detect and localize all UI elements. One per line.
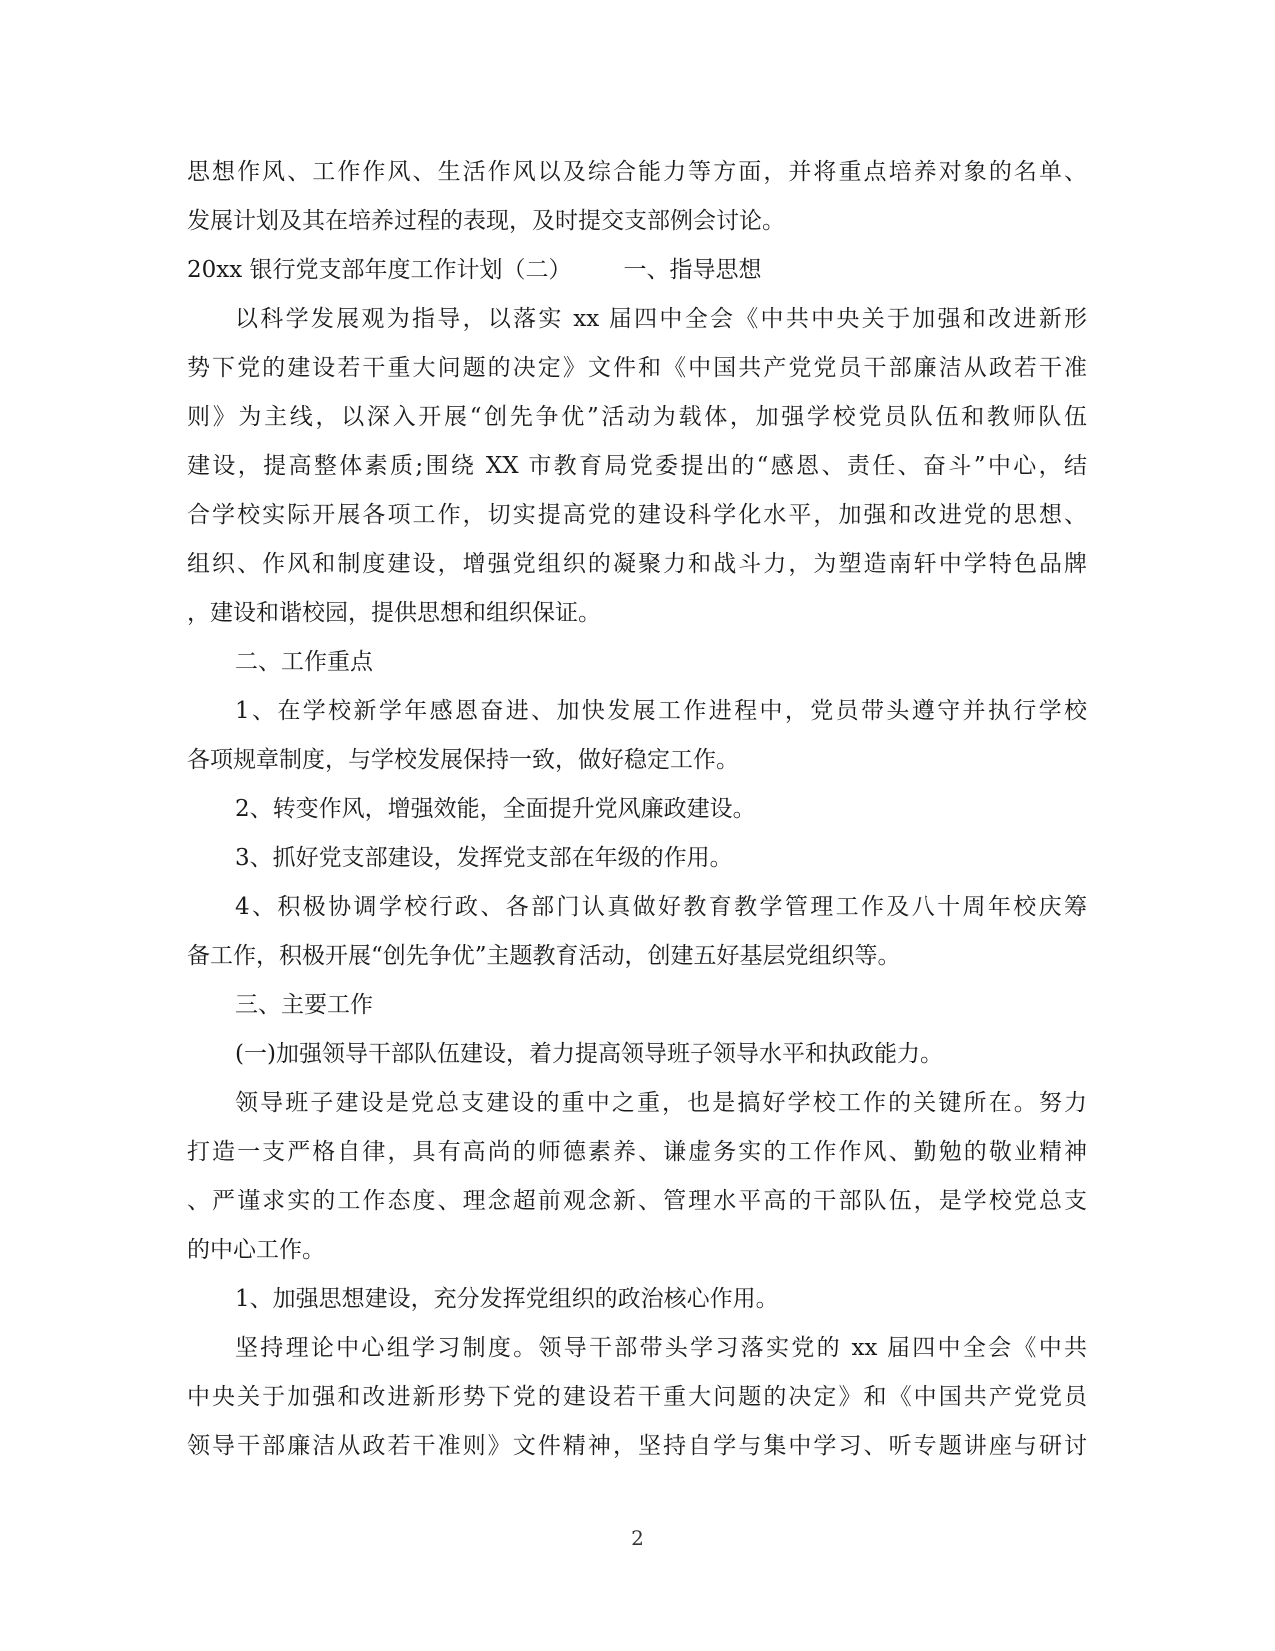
text-line: 打造一支严格自律，具有高尚的师德素养、谦虚务实的工作作风、勤勉的敬业精神	[187, 1139, 1087, 1165]
text-line: 1、加强思想建设，充分发挥党组织的政治核心作用。	[235, 1286, 779, 1312]
text-line: 发展计划及其在培养过程的表现，及时提交支部例会讨论。	[187, 208, 785, 234]
document-body	[187, 148, 1087, 1471]
text-line: 思想作风、工作作风、生活作风以及综合能力等方面，并将重点培养对象的名单、	[187, 159, 1087, 185]
text-line: 、严谨求实的工作态度、理念超前观念新、管理水平高的干部队伍，是学校党总支	[187, 1188, 1087, 1214]
section-heading: 二、工作重点	[235, 649, 373, 675]
text-line: 势下党的建设若干重大问题的决定》文件和《中国共产党党员干部廉洁从政若干准	[187, 355, 1087, 381]
text-line: 的中心工作。	[187, 1237, 325, 1263]
text-line: 4、积极协调学校行政、各部门认真做好教育教学管理工作及八十周年校庆筹	[235, 894, 1087, 920]
text-line: 3、抓好党支部建设，发挥党支部在年级的作用。	[235, 845, 733, 871]
plan-title-line	[187, 246, 1087, 295]
section-heading: 三、主要工作	[235, 992, 373, 1018]
text-line: 以科学发展观为指导，以落实 xx 届四中全会《中共中央关于加强和改进新形	[235, 306, 1087, 332]
text-line: 组织、作风和制度建设，增强党组织的凝聚力和战斗力，为塑造南轩中学特色品牌	[187, 551, 1087, 577]
plan-title: 20xx 银行党支部年度工作计划（二）	[187, 257, 572, 283]
text-line: 2、转变作风，增强效能，全面提升党风廉政建设。	[235, 796, 756, 822]
text-line: 则》为主线，以深入开展“创先争优”活动为载体，加强学校党员队伍和教师队伍	[187, 404, 1087, 430]
text-line: (一)加强领导干部队伍建设，着力提高领导班子领导水平和执政能力。	[235, 1041, 943, 1067]
text-line: 中央关于加强和改进新形势下党的建设若干重大问题的决定》和《中国共产党党员	[187, 1384, 1087, 1410]
text-line: 合学校实际开展各项工作，切实提高党的建设科学化水平，加强和改进党的思想、	[187, 502, 1087, 528]
text-line: 1、在学校新学年感恩奋进、加快发展工作进程中，党员带头遵守并执行学校	[235, 698, 1087, 724]
text-line: 领导干部廉洁从政若干准则》文件精神，坚持自学与集中学习、听专题讲座与研讨	[187, 1433, 1087, 1459]
text-line: ，建设和谐校园，提供思想和组织保证。	[187, 600, 601, 626]
section-heading: 一、指导思想	[623, 257, 762, 283]
text-line: 建设，提高整体素质;围绕 XX 市教育局党委提出的“感恩、责任、奋斗”中心，结	[187, 453, 1087, 479]
page-number: 2	[631, 1526, 644, 1550]
text-line: 领导班子建设是党总支建设的重中之重，也是搞好学校工作的关键所在。努力	[235, 1090, 1087, 1116]
text-line: 备工作，积极开展“创先争优”主题教育活动，创建五好基层党组织等。	[187, 943, 901, 969]
text-line: 坚持理论中心组学习制度。领导干部带头学习落实党的 xx 届四中全会《中共	[235, 1335, 1087, 1361]
text-line: 各项规章制度，与学校发展保持一致，做好稳定工作。	[187, 747, 739, 773]
